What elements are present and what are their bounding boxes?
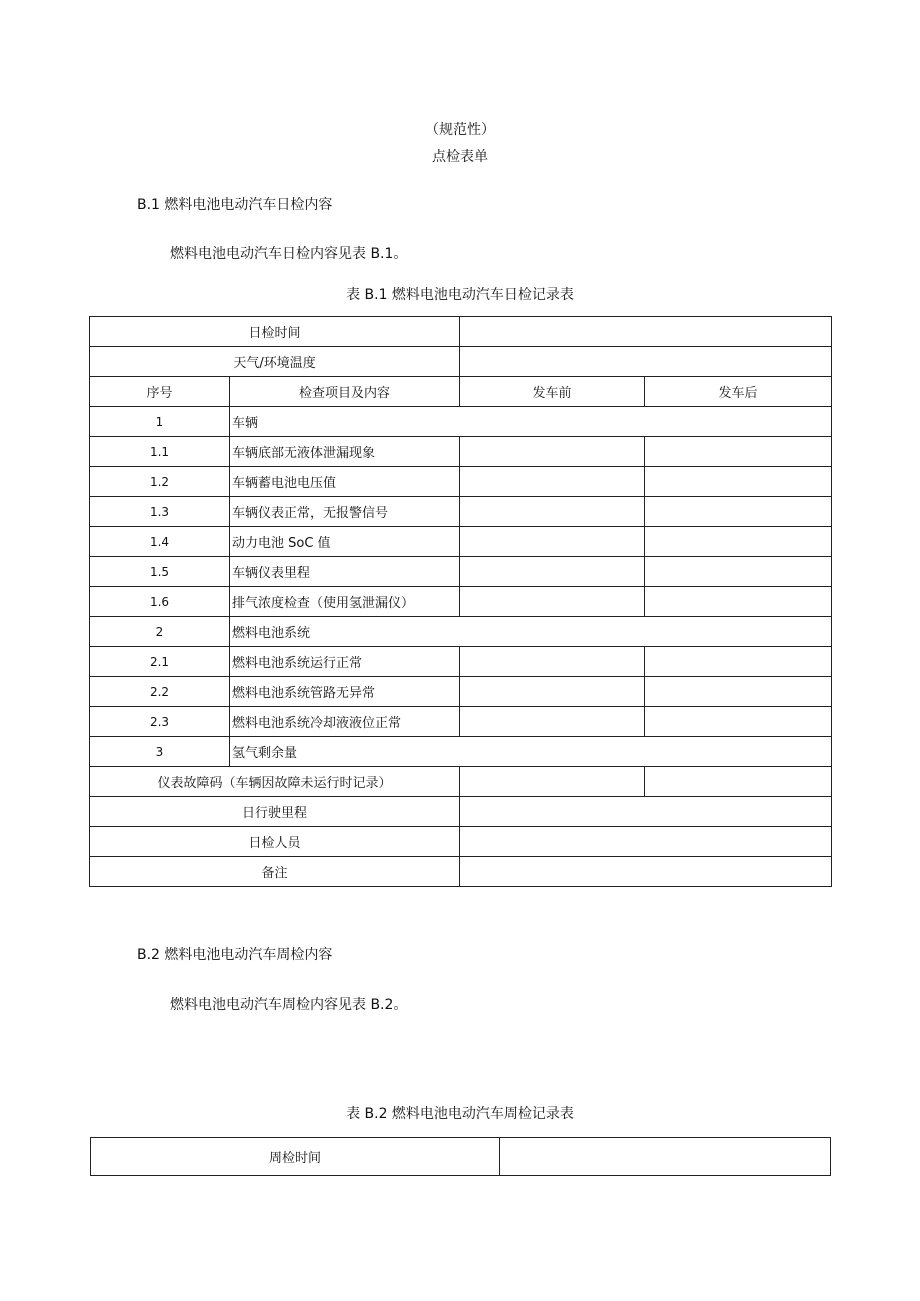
section-b2-heading: B.2 燃料电池电动汽车周检内容 — [137, 947, 333, 963]
value-cell[interactable] — [460, 347, 832, 377]
table-row — [90, 677, 832, 707]
before-departure-cell[interactable] — [460, 677, 645, 707]
column-header: 检查项目及内容 — [230, 377, 460, 407]
table-row — [90, 557, 832, 587]
item-group-label: 车辆 — [230, 407, 832, 437]
item-label: 车辆仪表正常，无报警信号 — [230, 497, 460, 527]
before-departure-cell[interactable] — [460, 707, 645, 737]
after-departure-cell[interactable] — [645, 557, 832, 587]
row-label: 天气/环境温度 — [90, 347, 460, 377]
item-number: 3 — [90, 737, 230, 767]
fault-code-label: 仪表故障码（车辆因故障未运行时记录） — [90, 767, 460, 797]
table-row — [90, 647, 832, 677]
after-departure-cell[interactable] — [645, 707, 832, 737]
item-number: 1.1 — [90, 437, 230, 467]
table-row — [90, 347, 832, 377]
item-number: 2.1 — [90, 647, 230, 677]
table-row — [90, 617, 832, 647]
item-number: 1 — [90, 407, 230, 437]
row-label: 日检人员 — [90, 827, 460, 857]
appendix-subtitle: （规范性） — [425, 122, 495, 138]
table-row — [90, 317, 832, 347]
before-departure-cell[interactable] — [460, 527, 645, 557]
before-departure-cell[interactable] — [460, 587, 645, 617]
table-row — [91, 1138, 831, 1176]
table-row — [90, 587, 832, 617]
after-departure-cell[interactable] — [645, 767, 832, 797]
table-row — [90, 437, 832, 467]
table-row — [90, 407, 832, 437]
weekly-check-table — [90, 1137, 831, 1176]
before-departure-cell[interactable] — [460, 557, 645, 587]
item-label: 燃料电池系统运行正常 — [230, 647, 460, 677]
after-departure-cell[interactable] — [645, 677, 832, 707]
table-header-row — [90, 377, 832, 407]
row-label: 备注 — [90, 857, 460, 887]
before-departure-cell[interactable] — [460, 767, 645, 797]
item-group-label: 燃料电池系统 — [230, 617, 832, 647]
section-b1-paragraph: 燃料电池电动汽车日检内容见表 B.1。 — [170, 246, 408, 262]
item-label: 车辆蓄电池电压值 — [230, 467, 460, 497]
column-header: 序号 — [90, 377, 230, 407]
after-departure-cell[interactable] — [645, 527, 832, 557]
table-row — [90, 497, 832, 527]
item-label: 燃料电池系统冷却液液位正常 — [230, 707, 460, 737]
before-departure-cell[interactable] — [460, 437, 645, 467]
item-number: 2.3 — [90, 707, 230, 737]
value-cell[interactable] — [500, 1138, 831, 1176]
column-header: 发车后 — [645, 377, 832, 407]
item-number: 1.5 — [90, 557, 230, 587]
row-label: 周检时间 — [91, 1138, 500, 1176]
item-number: 2.2 — [90, 677, 230, 707]
before-departure-cell[interactable] — [460, 497, 645, 527]
table-row — [90, 857, 832, 887]
item-label: 燃料电池系统管路无异常 — [230, 677, 460, 707]
table-row — [90, 467, 832, 497]
table-row — [90, 797, 832, 827]
table-b1-caption: 表 B.1 燃料电池电动汽车日检记录表 — [346, 287, 574, 303]
appendix-title: 点检表单 — [432, 149, 488, 165]
table-row — [90, 707, 832, 737]
item-number: 1.6 — [90, 587, 230, 617]
table-row — [90, 737, 832, 767]
item-label: 车辆底部无液体泄漏现象 — [230, 437, 460, 467]
after-departure-cell[interactable] — [645, 647, 832, 677]
item-number: 1.2 — [90, 467, 230, 497]
before-departure-cell[interactable] — [460, 647, 645, 677]
section-b2-paragraph: 燃料电池电动汽车周检内容见表 B.2。 — [170, 997, 408, 1013]
column-header: 发车前 — [460, 377, 645, 407]
value-cell[interactable] — [460, 797, 832, 827]
table-row — [90, 767, 832, 797]
row-label: 日行驶里程 — [90, 797, 460, 827]
value-cell[interactable] — [460, 857, 832, 887]
table-b2-caption: 表 B.2 燃料电池电动汽车周检记录表 — [346, 1106, 574, 1122]
row-label: 日检时间 — [90, 317, 460, 347]
after-departure-cell[interactable] — [645, 497, 832, 527]
value-cell[interactable] — [460, 317, 832, 347]
section-b1-heading: B.1 燃料电池电动汽车日检内容 — [137, 197, 333, 213]
after-departure-cell[interactable] — [645, 587, 832, 617]
item-label: 车辆仪表里程 — [230, 557, 460, 587]
item-number: 2 — [90, 617, 230, 647]
item-number: 1.3 — [90, 497, 230, 527]
item-label: 排气浓度检查（使用氢泄漏仪） — [230, 587, 460, 617]
item-label: 动力电池 SoC 值 — [230, 527, 460, 557]
table-row — [90, 527, 832, 557]
before-departure-cell[interactable] — [460, 467, 645, 497]
after-departure-cell[interactable] — [645, 437, 832, 467]
after-departure-cell[interactable] — [645, 467, 832, 497]
item-number: 1.4 — [90, 527, 230, 557]
item-group-label: 氢气剩余量 — [230, 737, 832, 767]
daily-check-table — [89, 316, 832, 887]
table-row — [90, 827, 832, 857]
value-cell[interactable] — [460, 827, 832, 857]
